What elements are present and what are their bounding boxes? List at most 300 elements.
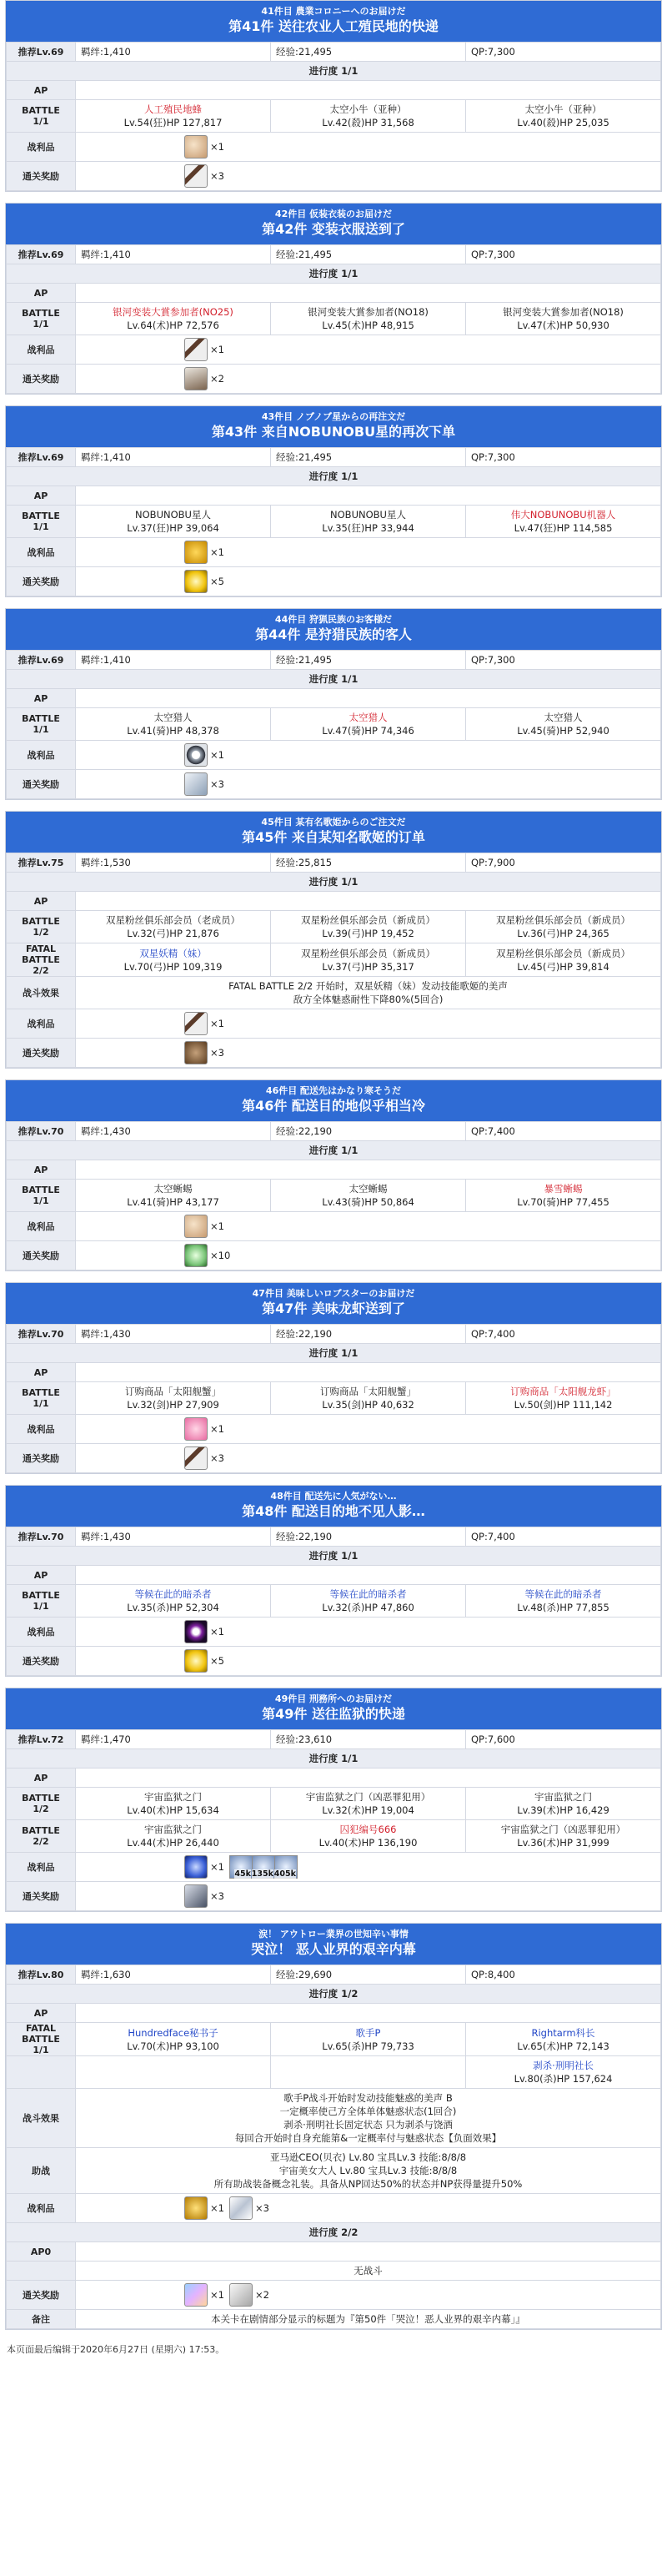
skin-icon [184, 1215, 208, 1238]
item-drop[interactable] [184, 1417, 224, 1441]
quest-table [6, 853, 661, 1068]
battle-effect-text [76, 2089, 661, 2148]
drops-items [76, 335, 661, 365]
enemy-stats: Lv.47(术)HP 50,930 [517, 319, 609, 331]
battle-number: 1/1 [33, 2045, 49, 2055]
exp-value: 经验:22,190 [271, 1527, 466, 1547]
quest-table [6, 447, 661, 596]
item-drop[interactable] [229, 2283, 269, 2307]
enemy-name: 等候在此的暗杀者 [524, 1588, 602, 1600]
item-drop[interactable] [184, 135, 224, 158]
clear-reward-label: 通关奖励 [7, 1039, 76, 1068]
blade-icon [229, 2196, 253, 2220]
bone-icon [184, 338, 208, 361]
quest-subtitle: 43件目 ノブノブ星からの再注文だ [261, 411, 406, 422]
quest-header [6, 1486, 661, 1527]
blank-label [7, 2262, 76, 2281]
battle-label [7, 303, 76, 335]
sakura-icon [184, 1417, 208, 1441]
battle-row [7, 1382, 661, 1415]
enemy-stats: Lv.41(骑)HP 43,177 [127, 1196, 219, 1208]
quest-header [6, 204, 661, 244]
ap-label: AP0 [7, 2242, 76, 2262]
battle-type: BATTLE [22, 1793, 60, 1804]
item-drop[interactable] [229, 1855, 297, 1879]
clear-reward-items [76, 1241, 661, 1270]
item-drop[interactable] [184, 1446, 224, 1470]
battle-row [7, 708, 661, 741]
ap-value [76, 1160, 661, 1180]
progress-label: 进行度 1/1 [7, 1344, 661, 1363]
clear-reward-label: 通关奖励 [7, 1647, 76, 1676]
clear-reward [7, 365, 661, 394]
quest-info-row [7, 651, 661, 670]
battle-row [7, 2023, 661, 2056]
ap-value [76, 1363, 661, 1382]
ap-label: AP [7, 81, 76, 100]
enemy-stats: Lv.45(骑)HP 52,940 [517, 725, 609, 737]
battle-label [7, 100, 76, 133]
enemy-cell [466, 1820, 661, 1853]
recommend-level: 推荐Lv.69 [7, 43, 76, 62]
drops [7, 133, 661, 162]
battle-number: 1/1 [33, 1601, 49, 1612]
crown-icon [184, 541, 208, 564]
item-drop[interactable] [184, 1244, 230, 1267]
quest-table [6, 42, 661, 191]
qp-value: QP:7,300 [466, 245, 661, 264]
quest-card [5, 1282, 662, 1474]
enemy-stats: Lv.47(狂)HP 114,585 [514, 522, 613, 534]
battle-label [7, 1382, 76, 1415]
bond-value: 羁绊:1,430 [76, 1527, 271, 1547]
enemy-stats: Lv.32(术)HP 19,004 [322, 1804, 414, 1816]
ap-value [76, 81, 661, 100]
recommend-level: 推荐Lv.70 [7, 1122, 76, 1141]
quest-subtitle: 44件目 狩猟民族のお客様だ [274, 614, 393, 625]
item-drop[interactable] [184, 1215, 224, 1238]
quest-table [6, 1121, 661, 1270]
item-count: ×1 [210, 344, 224, 355]
item-drop[interactable] [184, 367, 224, 390]
progress-label: 进行度 1/1 [7, 1141, 661, 1160]
battle-effect-label: 战斗效果 [7, 2089, 76, 2148]
drops-items [76, 1009, 661, 1039]
chain-icon [184, 1884, 208, 1908]
enemy-stats: Lv.32(剑)HP 27,909 [127, 1399, 219, 1411]
battle-label [7, 506, 76, 538]
drops [7, 335, 661, 365]
item-count: ×2 [254, 2289, 269, 2301]
enemy-name: 等候在此的暗杀者 [134, 1588, 212, 1600]
ring-icon [184, 743, 208, 767]
quest-table [6, 1527, 661, 1676]
ap-row [7, 2004, 661, 2023]
battle-type: BATTLE [22, 1825, 60, 1836]
progress-row [7, 670, 661, 689]
enemy-cell [466, 1788, 661, 1820]
clear-reward-label: 通关奖励 [7, 2281, 76, 2310]
clear-reward-label: 通关奖励 [7, 1444, 76, 1473]
battle-label [7, 1788, 76, 1820]
item-drop[interactable] [184, 772, 224, 796]
enemy-name: 银河变装大賞参加者(NO18) [308, 306, 429, 318]
support-label: 助战 [7, 2148, 76, 2194]
quest-card [5, 608, 662, 800]
enemy-name: 剥杀·刑明社长 [533, 2060, 594, 2071]
clear-reward-label: 通关奖励 [7, 365, 76, 394]
qp-icon [252, 1855, 275, 1879]
enemy-stats: Lv.36(弓)HP 24,365 [517, 928, 609, 939]
item-count: ×5 [210, 1655, 224, 1667]
progress-row [7, 1985, 661, 2004]
enemy-stats: Lv.35(剑)HP 40,632 [322, 1399, 414, 1411]
bond-value: 羁绊:1,410 [76, 651, 271, 670]
enemy-stats: Lv.70(弓)HP 109,319 [123, 960, 223, 973]
battle-type: BATTLE [22, 308, 60, 319]
quest-table [6, 650, 661, 799]
enemy-name: 太空小牛（亚种） [524, 103, 602, 115]
exp-value: 经验:23,610 [271, 1730, 466, 1749]
exp-value: 经验:22,190 [271, 1122, 466, 1141]
battle-row [7, 1820, 661, 1853]
enemy-stats: Lv.40(殺)HP 25,035 [517, 117, 609, 128]
enemy-name: 囚犯编号666 [339, 1824, 397, 1835]
quest-subtitle: 45件目 某有名歌姫からのご注文だ [261, 817, 406, 828]
qp-value: QP:7,300 [466, 448, 661, 467]
remark-label: 备注 [7, 2310, 76, 2329]
item-count: ×3 [254, 2202, 269, 2214]
ap-row [7, 81, 661, 100]
gem-y-icon [184, 570, 208, 593]
battle-type: BATTLE [22, 105, 60, 116]
battle-row [7, 1180, 661, 1212]
clear-reward [7, 1039, 661, 1068]
item-count: ×3 [210, 1890, 224, 1902]
item-drop[interactable] [184, 743, 224, 767]
item-drop[interactable] [229, 2196, 269, 2220]
enemy-name: 太空蜥蜴 [349, 1183, 388, 1195]
enemy-cell [271, 1585, 466, 1618]
ap-label: AP [7, 1566, 76, 1585]
battle-number: 1/1 [33, 724, 49, 735]
drops [7, 1618, 661, 1647]
ap-row [7, 1768, 661, 1788]
feather-icon [184, 772, 208, 796]
battle-type: FATAL BATTLE [22, 2023, 60, 2045]
drops [7, 1415, 661, 1444]
enemy-stats: Lv.48(杀)HP 77,855 [517, 1602, 609, 1613]
item-drop[interactable] [184, 1855, 224, 1879]
remark [7, 2310, 661, 2329]
quest-card [5, 405, 662, 597]
quest-info-row [7, 448, 661, 467]
drops-items [76, 538, 661, 567]
bond-value: 羁绊:1,470 [76, 1730, 271, 1749]
enemy-name: 宇宙监狱之门（凶恶罪犯用） [305, 1791, 431, 1803]
drops-label: 战利品 [7, 133, 76, 162]
enemy-cell [466, 1382, 661, 1415]
gem-g-icon [184, 1244, 208, 1267]
bond-value: 羁绊:1,630 [76, 1965, 271, 1985]
clear-reward [7, 567, 661, 596]
drops-items [76, 1212, 661, 1241]
ap-label: AP [7, 284, 76, 303]
battle-type: BATTLE [22, 1185, 60, 1195]
battle-number: 1/1 [33, 1195, 49, 1206]
enemy-name: 双星粉丝俱乐部会员（新成员） [496, 914, 630, 926]
quest-title: 第42件 变装衣服送到了 [262, 221, 405, 237]
progress-label: 进行度 1/1 [7, 467, 661, 486]
item-count: ×1 [210, 141, 224, 153]
progress-row [7, 873, 661, 892]
support-text [76, 2148, 661, 2194]
battle-number: 1/1 [33, 521, 49, 532]
battle-label [7, 708, 76, 741]
ap-row [7, 1160, 661, 1180]
enemy-stats: Lv.80(杀)HP 157,624 [514, 2073, 613, 2085]
drops-label: 战利品 [7, 1618, 76, 1647]
bond-value: 羁绊:1,530 [76, 853, 271, 873]
ap-row [7, 892, 661, 911]
enemy-name: 订购商品「太阳舰蟹」 [320, 1386, 416, 1397]
ap-row [7, 2242, 661, 2262]
enemy-name: 双星粉丝俱乐部会员（新成员） [301, 947, 435, 959]
bond-value: 羁绊:1,430 [76, 1122, 271, 1141]
quest-table [6, 1729, 661, 1911]
quest-info-row [7, 245, 661, 264]
enemy-stats: Lv.50(剑)HP 111,142 [514, 1399, 613, 1411]
enemy-name: 歌手P [355, 2026, 381, 2039]
enemy-cell [271, 708, 466, 741]
progress-row [7, 62, 661, 81]
clear-reward [7, 1882, 661, 1911]
text-line: 歌手P战斗开始时发动技能魅惑的美声 B [283, 2092, 453, 2104]
item-drop[interactable] [184, 2283, 224, 2307]
item-count: ×3 [210, 778, 224, 790]
qp-value: QP:7,400 [466, 1122, 661, 1141]
enemy-cell [466, 943, 661, 977]
ap-value [76, 1768, 661, 1788]
enemy-cell [76, 911, 271, 943]
enemy-cell [76, 1788, 271, 1820]
qp-value: QP:7,600 [466, 1730, 661, 1749]
item-count: ×3 [210, 170, 224, 182]
ap-value [76, 689, 661, 708]
remark-text [76, 2310, 661, 2329]
clear-reward-label: 通关奖励 [7, 770, 76, 799]
enemy-cell [466, 303, 661, 335]
recommend-level: 推荐Lv.69 [7, 245, 76, 264]
quest-card [5, 811, 662, 1069]
item-drop[interactable] [184, 1041, 224, 1064]
battle-number: 1/2 [33, 1804, 49, 1814]
item-drop[interactable] [184, 338, 224, 361]
drops-label: 战利品 [7, 1009, 76, 1039]
bone-icon [184, 164, 208, 188]
bond-value: 羁绊:1,410 [76, 245, 271, 264]
text-line: 所有助战装备概念礼装。具备从NP回达50%的状态并NP获得量提升50% [213, 2178, 523, 2190]
enemy-cell [466, 2056, 661, 2089]
battle-number: 1/1 [33, 1398, 49, 1409]
quest-header [6, 1283, 661, 1324]
enemy-cell [466, 708, 661, 741]
qp-amount: 405k [273, 1869, 296, 1879]
recommend-level: 推荐Lv.69 [7, 448, 76, 467]
ap-label: AP [7, 892, 76, 911]
quest-card [5, 0, 662, 192]
battle-type: BATTLE [22, 916, 60, 927]
enemy-name: 等候在此的暗杀者 [329, 1588, 407, 1600]
item-drop[interactable] [184, 1884, 224, 1908]
gem-y-icon [184, 1649, 208, 1673]
text-line: 一定概率使己方全体单体魅惑状态(1回合) [279, 2106, 457, 2117]
enemy-name: 双星粉丝俱乐部会员（老成员） [106, 914, 240, 926]
quest-info-row [7, 43, 661, 62]
battle-type: BATTLE [22, 511, 60, 521]
enemy-cell [466, 1180, 661, 1212]
enemy-cell [271, 2023, 466, 2056]
clear-reward [7, 1444, 661, 1473]
quest-title: 第49件 送往监狱的快递 [262, 1706, 405, 1722]
clear-reward [7, 2281, 661, 2310]
quest-info-row [7, 1122, 661, 1141]
quest-title: 第48件 配送目的地不见人影… [242, 1503, 425, 1519]
enemy-name: Hundredface秘书子 [128, 2026, 218, 2039]
enemy-cell [271, 1382, 466, 1415]
enemy-stats: Lv.43(骑)HP 50,864 [322, 1196, 414, 1208]
clear-reward-items [76, 162, 661, 191]
item-drop[interactable] [184, 570, 224, 593]
enemy-cell [466, 506, 661, 538]
enemy-name: 双星妖精（妹） [139, 947, 207, 959]
ap-label: AP [7, 2004, 76, 2023]
enemy-name: 订购商品「太阳舰蟹」 [125, 1386, 221, 1397]
blue-gem-icon [184, 1855, 208, 1879]
no-battle: 无战斗 [76, 2262, 661, 2281]
drops-label: 战利品 [7, 1853, 76, 1882]
quest-subtitle: 47件目 美味しいロブスターのお届けだ [252, 1288, 415, 1299]
eye-icon [184, 1620, 208, 1643]
ap-row [7, 486, 661, 506]
qp-icon [274, 1855, 298, 1879]
enemy-name: 太空猎人 [349, 712, 388, 723]
progress-row [7, 264, 661, 284]
battle-type: BATTLE [22, 713, 60, 724]
battle-number: 1/2 [33, 927, 49, 938]
enemy-cell [76, 1180, 271, 1212]
enemy-cell [76, 2023, 271, 2056]
bond-value: 羁绊:1,410 [76, 43, 271, 62]
item-drop[interactable] [184, 1649, 224, 1673]
enemy-cell [76, 1820, 271, 1853]
exp-value: 经验:22,190 [271, 1325, 466, 1344]
enemy-name: 宇宙监狱之门 [144, 1791, 202, 1803]
battle-row [7, 943, 661, 977]
enemy-cell [76, 506, 271, 538]
exp-value: 经验:21,495 [271, 448, 466, 467]
enemy-stats: Lv.45(术)HP 48,915 [322, 319, 414, 331]
enemy-cell [271, 943, 466, 977]
item-count: ×1 [210, 1220, 224, 1232]
enemy-cell [76, 1585, 271, 1618]
ap-value [76, 2004, 661, 2023]
enemy-cell [76, 708, 271, 741]
quest-table [6, 244, 661, 394]
qp-icon [229, 1855, 253, 1879]
quest-title: 第41件 送往农业人工殖民地的快递 [228, 18, 439, 34]
enemy-stats: Lv.64(术)HP 72,576 [127, 319, 219, 331]
clear-reward [7, 1241, 661, 1270]
item-count: ×5 [210, 576, 224, 587]
enemy-stats: Lv.37(狂)HP 39,064 [127, 522, 219, 534]
recommend-level: 推荐Lv.75 [7, 853, 76, 873]
progress-row [7, 467, 661, 486]
progress-row [7, 1749, 661, 1768]
progress-label: 进行度 1/1 [7, 264, 661, 284]
progress-row [7, 1344, 661, 1363]
enemy-cell [271, 1820, 466, 1853]
quest-subtitle: 41件目 農業コロニーへのお届けだ [261, 6, 406, 17]
no-battle-row [7, 2262, 661, 2281]
drops-items [76, 1853, 661, 1882]
enemy-stats: Lv.65(术)HP 72,143 [517, 2040, 609, 2052]
enemy-cell [76, 303, 271, 335]
enemy-stats: Lv.70(骑)HP 77,455 [517, 1196, 609, 1208]
enemy-stats: Lv.70(术)HP 93,100 [127, 2040, 219, 2052]
enemy-cell [76, 1382, 271, 1415]
item-drop[interactable] [184, 1012, 224, 1035]
enemy-name: NOBUNOBU星人 [135, 509, 211, 521]
clear-reward [7, 1647, 661, 1676]
wolf-icon [184, 1041, 208, 1064]
page-footer: 本页面最后编辑于2020年6月27日 (星期六) 17:53。 [7, 2344, 225, 2355]
exp-value: 经验:21,495 [271, 651, 466, 670]
enemy-name: 银河变装大賞参加者(NO18) [503, 306, 624, 318]
quest-header [6, 406, 661, 447]
quest-title: 第46件 配送目的地似乎相当冷 [242, 1098, 425, 1114]
progress-label: 进行度 1/1 [7, 670, 661, 689]
ap-value [76, 1566, 661, 1585]
battle-row [7, 1788, 661, 1820]
bond-value: 羁绊:1,430 [76, 1325, 271, 1344]
item-count: ×1 [210, 546, 224, 558]
battle-type: BATTLE [22, 1387, 60, 1398]
clear-reward-items [76, 1882, 661, 1911]
battle-label [7, 911, 76, 943]
ap-label: AP [7, 1768, 76, 1788]
enemy-name: 人工殖民地蜂 [144, 103, 202, 115]
progress-label: 进行度 1/1 [7, 873, 661, 892]
enemy-name: 双星粉丝俱乐部会员（新成员） [301, 914, 435, 926]
quest-subtitle: 42件目 仮装衣装のお届けだ [274, 209, 393, 219]
enemy-cell [271, 100, 466, 133]
item-drop[interactable] [184, 541, 224, 564]
ap-value [76, 2242, 661, 2262]
battle-row [7, 303, 661, 335]
clear-reward [7, 770, 661, 799]
item-drop[interactable] [184, 164, 224, 188]
ap-value [76, 486, 661, 506]
item-drop[interactable] [184, 1620, 224, 1643]
item-drop[interactable] [184, 2196, 224, 2220]
ap-row [7, 689, 661, 708]
drops [7, 1212, 661, 1241]
item-count: ×2 [210, 373, 224, 385]
battle-label [7, 1180, 76, 1212]
battle-row [7, 506, 661, 538]
enemy-stats: Lv.32(杀)HP 47,860 [322, 1602, 414, 1613]
